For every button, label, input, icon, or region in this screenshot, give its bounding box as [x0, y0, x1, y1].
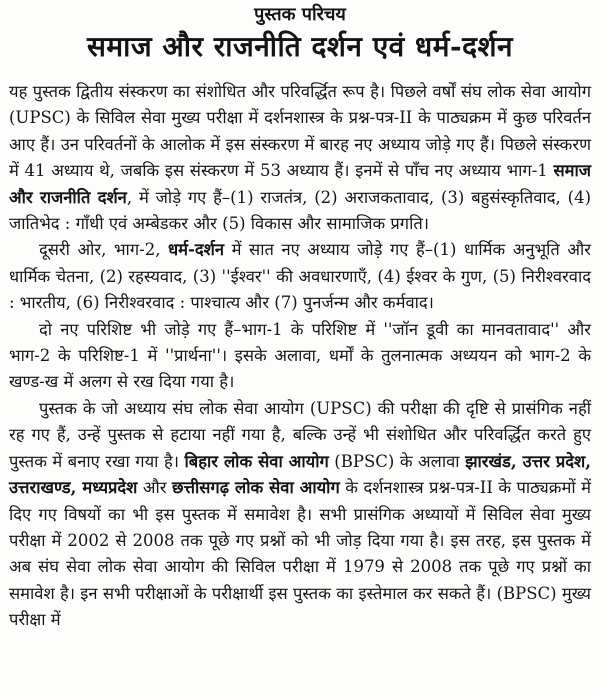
bold-text-run: छत्तीसगढ़ लोक सेवा आयोग — [172, 478, 340, 498]
text-run: यह पुस्तक द्वितीय संस्करण का संशोधित और परिवर्द्धित रूप है। पिछले वर्षों संघ लोक सेवा आयोग (UPSC) के सिविल सेवा मुख्य परीक्षा में दर्शनशास्त्र के प्रश्न-पत्र-II के पाठ्यक्रम में कुछ परिवर्तन आए हैं। उन परिवर्तनों के आलोक में इस संस्करण में बारह नए अध्याय जोड़े गए हैं। पिछले संस्करण में 41 अध्याय थे, जबकि इस संस्करण में 53 अध्याय हैं। इनमें से पाँच नए अध्याय भाग-1 — [9, 82, 591, 181]
bold-text-run: झारखंड, उत्तर प्रदेश, उत्तराखण्ड, मध्यप्रदेश — [9, 451, 591, 498]
page-title: समाज और राजनीति दर्शन एवं धर्म-दर्शन — [86, 30, 514, 63]
bold-text-run: बिहार लोक सेवा आयोग — [184, 451, 329, 471]
text-run: , में जोड़े गए हैं–(1) राजतंत्र, (2) अराजकतावाद, (3) बहुसंस्कृतिवाद, (4) जातिभेद : गाँधी एवं अम्बेडकर और (5) विकास और सामाजिक प्रगति। — [9, 187, 592, 234]
text-run: और — [137, 478, 173, 498]
paragraph — [9, 396, 591, 634]
text-run: पुस्तक के जो अध्याय संघ लोक सेवा आयोग (UPSC) की परीक्षा की दृष्टि से प्रासंगिक नहीं रह गए हैं, उन्हें पुस्तक से हटाया नहीं गया है, बल्कि उन्हें भी संशोधित और परिवर्द्धित करते हुए पुस्तक में बनाए रखा गया है। — [9, 398, 591, 471]
text-run: (BPSC) के अलावा — [328, 451, 466, 471]
paragraph — [9, 317, 591, 396]
paragraph — [9, 79, 591, 237]
text-run: के दर्शनशास्त्र प्रश्न-पत्र-II के पाठ्यक्रमों में दिए गए विषयों का भी इस पुस्तक में समावेश है। सभी प्रासंगिक अध्यायों में सिविल सेवा मुख्य परीक्षा में 2002 से 2008 तक पूछे गए प्रश्नों को भी जोड़ दिया गया है। इस तरह, इस पुस्तक में अब संघ सेवा लोक सेवा आयोग की सिविल परीक्षा में 1979 से 2008 तक पूछे गए प्रश्नों का समावेश है। इन सभी परीक्षाओं के परीक्षार्थी इस पुस्तक का इस्तेमाल कर सकते हैं। (BPSC) मुख्य परीक्षा में — [9, 478, 591, 630]
page-kicker: पुस्तक परिचय — [254, 4, 346, 25]
text-run: दूसरी ओर, भाग-2, — [39, 240, 169, 260]
text-run: दो नए परिशिष्ट भी जोड़े गए हैं–भाग-1 के परिशिष्ट में ''जॉन डूवी का मानवतावाद'' और भाग-2 के परिशिष्ट-1 में ''प्रार्थना''। इसके अलावा, धर्मों के तुलनात्मक अध्ययन को भाग-2 के खण्ड-ख में अलग से रख दिया गया है। — [9, 319, 591, 392]
text-run: में सात नए अध्याय जोड़े गए हैं–(1) धार्मिक अनुभूति और धार्मिक चेतना, (2) रहस्यवाद, (3) ''ईश्वर'' की अवधारणाएँ, (4) ईश्वर के गुण, (5) निरीश्वरवाद : भारतीय, (6) निरीश्वरवाद : पाश्चात्य और (7) पुनर्जन्म और कर्मवाद। — [9, 240, 591, 313]
bold-text-run: धर्म-दर्शन — [168, 240, 225, 260]
paragraph — [9, 237, 591, 316]
body-paragraphs — [9, 79, 591, 634]
bold-text-run: समाज और राजनीति दर्शन — [9, 161, 591, 207]
